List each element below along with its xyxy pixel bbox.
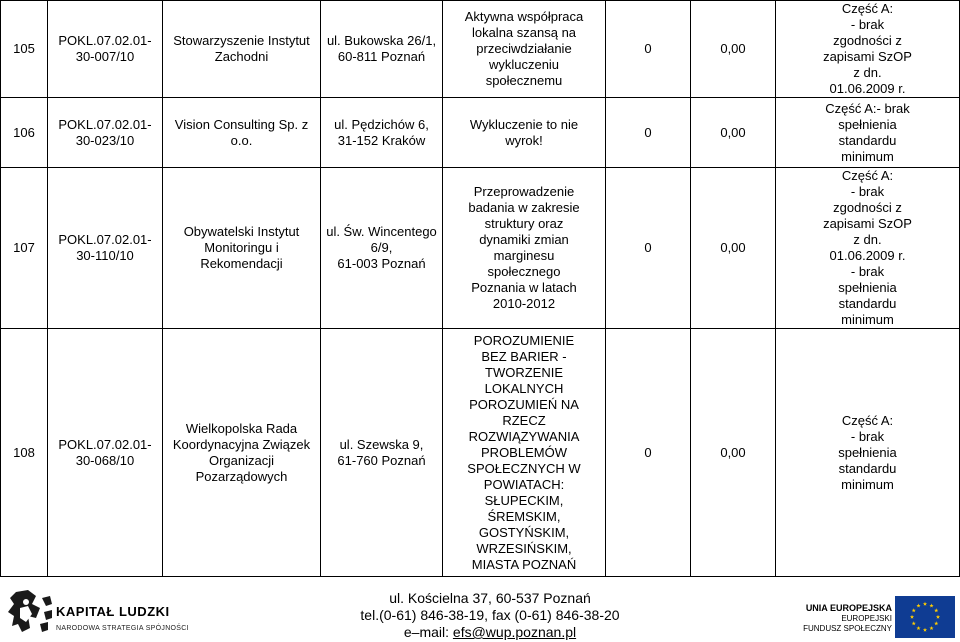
cell-line: społecznemu bbox=[485, 73, 563, 88]
cell-line: dynamiki zmian bbox=[479, 232, 569, 247]
cell-line: - brak bbox=[850, 17, 885, 32]
cell-project-number bbox=[48, 329, 163, 577]
cell-line: spełnienia bbox=[838, 444, 897, 460]
cell-lp bbox=[1, 1, 48, 98]
cell-line: Vision Consulting Sp. z bbox=[174, 116, 309, 132]
cell-value: 0 bbox=[644, 124, 652, 140]
cell-value: 0,00 bbox=[720, 124, 746, 140]
cell-line: minimum bbox=[841, 476, 894, 492]
cell-line: 6/9, bbox=[370, 240, 393, 255]
cell-line: struktury oraz bbox=[484, 216, 564, 231]
table-row bbox=[1, 329, 960, 577]
cell-line: standardu bbox=[838, 460, 897, 476]
cell-line: 30-023/10 bbox=[75, 132, 135, 148]
cell-rejection-reason bbox=[776, 329, 960, 577]
cell-line: Pozarządowych bbox=[195, 468, 288, 484]
cell-line: 30-068/10 bbox=[75, 452, 135, 468]
cell-line: Wielkopolska Rada bbox=[185, 420, 298, 436]
cell-line: Poznania w latach bbox=[471, 280, 577, 295]
cell-line: Przeprowadzenie bbox=[473, 184, 575, 199]
cell-line: 60-811 Poznań bbox=[337, 49, 426, 64]
cell-line: Rekomendacji bbox=[200, 256, 283, 271]
cell-project-title bbox=[443, 329, 606, 577]
cell-line: PROBLEMÓW bbox=[481, 444, 567, 460]
cell-line: BEZ BARIER - bbox=[481, 348, 567, 364]
cell-line: ŚREMSKIM, bbox=[487, 508, 561, 524]
cell-value: 107 bbox=[13, 240, 35, 255]
cell-line: - brak bbox=[850, 264, 885, 279]
eu-line3: FUNDUSZ SPOŁECZNY bbox=[803, 624, 892, 633]
cell-applicant-address bbox=[321, 98, 443, 168]
cell-line: 31-152 Kraków bbox=[337, 132, 426, 148]
cell-line: 2010-2012 bbox=[492, 296, 556, 311]
footer-phone-fax: tel.(0-61) 846-38-19, fax (0-61) 846-38-20 bbox=[360, 607, 620, 623]
cell-rejection-reason bbox=[776, 98, 960, 168]
cell-line: ul. Szewska 9, bbox=[339, 436, 424, 452]
cell-line: Wykluczenie to nie bbox=[469, 116, 579, 132]
cell-value: 108 bbox=[13, 444, 35, 460]
cell-line: POKL.07.02.01- bbox=[58, 232, 152, 247]
cell-amount bbox=[691, 98, 776, 168]
cell-value: 105 bbox=[13, 41, 35, 56]
cell-line: POROZUMIENIE bbox=[473, 332, 575, 348]
cell-points bbox=[606, 329, 691, 577]
cell-points bbox=[606, 168, 691, 329]
cell-line: POWIATACH: bbox=[483, 476, 565, 492]
cell-value: 0,00 bbox=[720, 240, 746, 255]
cell-line: spełnienia bbox=[838, 116, 897, 132]
kapital-ludzki-title: KAPITAŁ LUDZKI bbox=[56, 604, 170, 619]
cell-line: - brak bbox=[850, 184, 885, 199]
cell-line: - brak bbox=[850, 428, 885, 444]
cell-line: MIASTA POZNAŃ bbox=[471, 556, 577, 572]
cell-line: ul. Bukowska 26/1, bbox=[326, 33, 437, 48]
cell-line: Koordynacyjna Związek bbox=[172, 436, 311, 452]
cell-line: 30-110/10 bbox=[76, 248, 134, 263]
cell-line: POKL.07.02.01- bbox=[58, 116, 152, 132]
footer-email-label: e–mail: bbox=[403, 624, 453, 640]
cell-line: społecznego bbox=[487, 264, 561, 279]
cell-applicant-address bbox=[321, 168, 443, 329]
cell-line: przeciwdziałanie bbox=[476, 41, 572, 56]
cell-amount bbox=[691, 329, 776, 577]
kapital-ludzki-emblem-icon bbox=[8, 590, 52, 632]
cell-line: zapisami SzOP bbox=[823, 216, 912, 231]
cell-line: POKL.07.02.01- bbox=[58, 33, 152, 48]
cell-line: badania w zakresie bbox=[468, 200, 580, 215]
cell-line: RZECZ bbox=[502, 412, 546, 428]
cell-applicant-name bbox=[163, 168, 321, 329]
cell-line: Część A: bbox=[841, 412, 894, 428]
cell-line: WRZESIŃSKIM, bbox=[476, 540, 572, 556]
footer-email-link[interactable]: efs@wup.poznan.pl bbox=[452, 624, 577, 640]
cell-project-number bbox=[48, 168, 163, 329]
cell-line: ROZWIĄZYWANIA bbox=[468, 428, 580, 444]
cell-line: ul. Pędzichów 6, bbox=[334, 116, 429, 132]
eu-logo-text bbox=[790, 603, 892, 634]
cell-lp bbox=[1, 98, 48, 168]
footer-email-line bbox=[300, 624, 680, 641]
cell-value: 0 bbox=[644, 41, 652, 56]
cell-line: Część A: bbox=[841, 168, 894, 183]
cell-line: 61-003 Poznań bbox=[337, 256, 426, 271]
cell-line: standardu bbox=[838, 132, 897, 148]
cell-project-number bbox=[48, 1, 163, 98]
cell-applicant-address bbox=[321, 1, 443, 98]
cell-line: 01.06.2009 r. bbox=[829, 81, 906, 96]
cell-rejection-reason bbox=[776, 168, 960, 329]
cell-line: spełnienia bbox=[838, 280, 897, 295]
table-row bbox=[1, 98, 960, 168]
cell-line: zgodności z bbox=[833, 33, 902, 48]
table-row bbox=[1, 168, 960, 329]
cell-line: Aktywna współpraca bbox=[464, 9, 584, 24]
cell-applicant-name bbox=[163, 1, 321, 98]
cell-line: SPOŁECZNYCH W bbox=[467, 460, 581, 476]
cell-line: z dn. bbox=[853, 65, 882, 80]
cell-line: o.o. bbox=[230, 132, 253, 148]
cell-line: LOKALNYCH bbox=[484, 380, 564, 396]
cell-line: marginesu bbox=[493, 248, 555, 263]
eu-line2: EUROPEJSKI bbox=[841, 614, 892, 623]
cell-line: Część A:- brak bbox=[825, 100, 910, 116]
footer-address: ul. Kościelna 37, 60-537 Poznań bbox=[389, 590, 591, 606]
cell-project-title bbox=[443, 1, 606, 98]
cell-applicant-name bbox=[163, 329, 321, 577]
cell-value: 106 bbox=[13, 124, 35, 140]
cell-line: 30-007/10 bbox=[75, 49, 135, 64]
cell-line: 01.06.2009 r. bbox=[829, 248, 906, 263]
cell-line: zgodności z bbox=[833, 200, 902, 215]
cell-line: 61-760 Poznań bbox=[337, 452, 426, 468]
cell-lp bbox=[1, 168, 48, 329]
kapital-ludzki-subtitle: NARODOWA STRATEGIA SPÓJNOŚCI bbox=[56, 625, 189, 632]
cell-line: Stowarzyszenie Instytut bbox=[173, 33, 310, 48]
cell-line: GOSTYŃSKIM, bbox=[478, 524, 570, 540]
cell-line: lokalna szansą na bbox=[471, 25, 577, 40]
cell-line: zapisami SzOP bbox=[823, 49, 912, 64]
cell-applicant-name bbox=[163, 98, 321, 168]
cell-line: Organizacji bbox=[208, 452, 275, 468]
cell-line: TWORZENIE bbox=[485, 364, 563, 380]
cell-line: POKL.07.02.01- bbox=[58, 436, 152, 452]
cell-value: 0,00 bbox=[720, 444, 746, 460]
cell-line: minimum bbox=[841, 312, 894, 327]
cell-lp bbox=[1, 329, 48, 577]
cell-line: ul. Św. Wincentego bbox=[326, 224, 437, 239]
cell-line: Monitoringu i bbox=[204, 240, 279, 255]
cell-points bbox=[606, 98, 691, 168]
cell-project-number bbox=[48, 98, 163, 168]
eu-flag-icon bbox=[895, 596, 955, 638]
cell-points bbox=[606, 1, 691, 98]
cell-line: minimum bbox=[841, 148, 894, 164]
cell-amount bbox=[691, 168, 776, 329]
cell-amount bbox=[691, 1, 776, 98]
table-row bbox=[1, 1, 960, 98]
cell-value: 0,00 bbox=[720, 41, 746, 56]
cell-value: 0 bbox=[644, 240, 652, 255]
cell-rejection-reason bbox=[776, 1, 960, 98]
cell-project-title bbox=[443, 98, 606, 168]
cell-line: POROZUMIEŃ NA bbox=[469, 396, 579, 412]
cell-line: standardu bbox=[838, 296, 897, 311]
cell-line: wyrok! bbox=[505, 132, 543, 148]
cell-line: SŁUPECKIM, bbox=[484, 492, 564, 508]
cell-line: Obywatelski Instytut bbox=[183, 224, 300, 239]
eu-line1: UNIA EUROPEJSKA bbox=[805, 603, 892, 613]
cell-line: Zachodni bbox=[214, 49, 269, 64]
cell-line: wykluczeniu bbox=[488, 57, 560, 72]
cell-line: z dn. bbox=[853, 232, 882, 247]
cell-value: 0 bbox=[644, 444, 652, 460]
cell-project-title bbox=[443, 168, 606, 329]
cell-applicant-address bbox=[321, 329, 443, 577]
cell-line: Część A: bbox=[841, 1, 894, 16]
